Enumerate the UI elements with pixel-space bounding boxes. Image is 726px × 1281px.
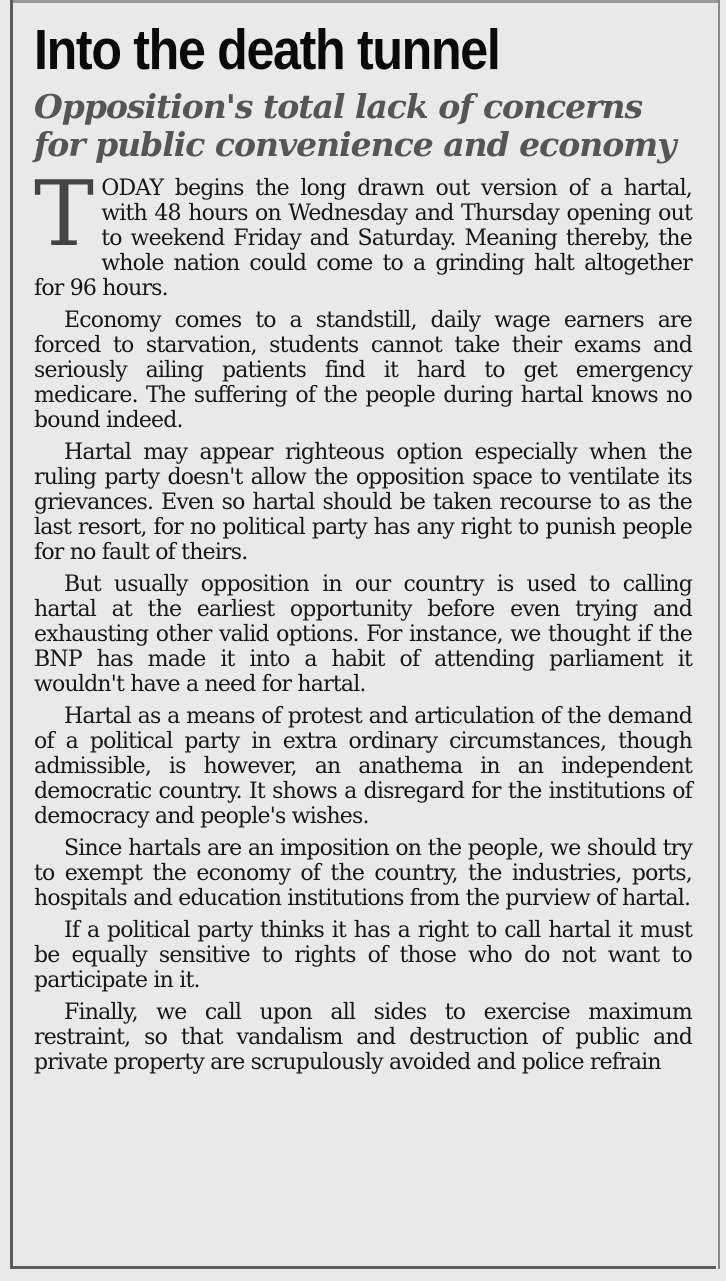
right-border	[718, 0, 720, 1269]
article-body	[34, 162, 692, 1075]
paragraph-7: If a political party thinks it has a right to call hartal it must be equally sensitive to rights of those who do not want to participate in it.	[34, 918, 692, 993]
article	[34, 14, 692, 1082]
paragraph-1-text: ODAY begins the long drawn out version of a hartal, with 48 hours on Wednesday and Thursday opening out to weekend Friday and Saturday. Meaning thereby, the whole nation could come to a grinding halt altogether for 96 hours.	[34, 176, 692, 301]
headline: Into the death tunnel	[34, 18, 500, 82]
left-border	[10, 0, 13, 1266]
paragraph-5: Hartal as a means of protest and articulation of the demand of a political party in extra ordinary circumstances, though admissible, is however, an anathema in an independent democratic country. It shows a disregard for the institutions of democracy and people's wishes.	[34, 704, 692, 829]
paragraph-3: Hartal may appear righteous option especially when the ruling party doesn't allow the opposition space to ventilate its grievances. Even so hartal should be taken recourse to as the last resort, for no political party has any right to punish people for no fault of theirs.	[34, 440, 692, 565]
bottom-border	[10, 1266, 716, 1269]
paragraph-4: But usually opposition in our country is used to calling hartal at the earliest opportunity before even trying and exhausting other valid options. For instance, we thought if the BNP has made it into a habit of attending parliament it wouldn't have a need for hartal.	[34, 572, 692, 697]
paragraph-6: Since hartals are an imposition on the people, we should try to exempt the economy of the country, the industries, ports, hospitals and education institutions from the purview of hartal.	[34, 836, 692, 911]
paragraph-1	[34, 162, 692, 301]
paragraph-8: Finally, we call upon all sides to exercise maximum restraint, so that vandalism and destruction of public and private property are scrupulously avoided and police refrain	[34, 1000, 692, 1075]
subheadline: Opposition's total lack of concerns for public convenience and economy	[34, 87, 676, 164]
paragraph-2: Economy comes to a standstill, daily wage earners are forced to starvation, students cannot take their exams and seriously ailing patients find it hard to get emergency medicare. The suffering of the people during hartal knows no bound indeed.	[34, 308, 692, 433]
top-border	[10, 0, 720, 3]
drop-cap: T	[34, 162, 94, 267]
